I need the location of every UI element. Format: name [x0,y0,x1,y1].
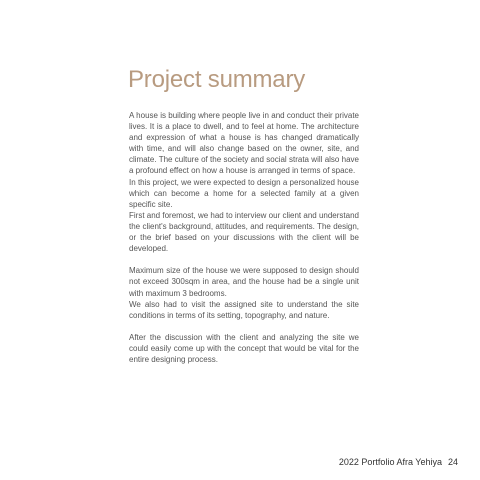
footer-label: 2022 Portfolio Afra Yehiya [338,457,442,467]
summary-paragraph-project-goal: In this project, we were expected to design a personalized house which can become a home for a selected family at a given specific site. [129,177,359,209]
page-footer [339,456,458,468]
page-number: 24 [447,457,458,467]
summary-paragraph-concept: After the discussion with the client and analyzing the site we could easily come up with the concept that would be vital for the entire designing process. [129,332,359,365]
paragraph-spacer [129,254,359,265]
summary-body [129,110,359,365]
paragraph-spacer [129,321,359,332]
summary-paragraph-site-visit: We also had to visit the assigned site to understand the site conditions in terms of its setting, topography, and nature. [129,299,359,320]
summary-paragraph-house-definition: A house is building where people live in and conduct their private lives. It is a place to dwell, and to feel at home. The architecture and expression of what a house is has changed dramatically with time, and will also change based on the owner, site, and climate. The culture of the society and social strata will also have a profound effect on how a house is arranged in terms of space. [129,111,359,176]
summary-paragraph-client-interview: First and foremost, we had to interview our client and understand the client's background, attitudes, and requirements. The design, or the brief based on your discussions with the client will be developed. [129,210,359,254]
page-title: Project summary [128,66,306,93]
summary-paragraph-size-limit: Maximum size of the house we were supposed to design should not exceed 300sqm in area, and the house had be a single unit with maximum 3 bedrooms. [129,266,359,298]
